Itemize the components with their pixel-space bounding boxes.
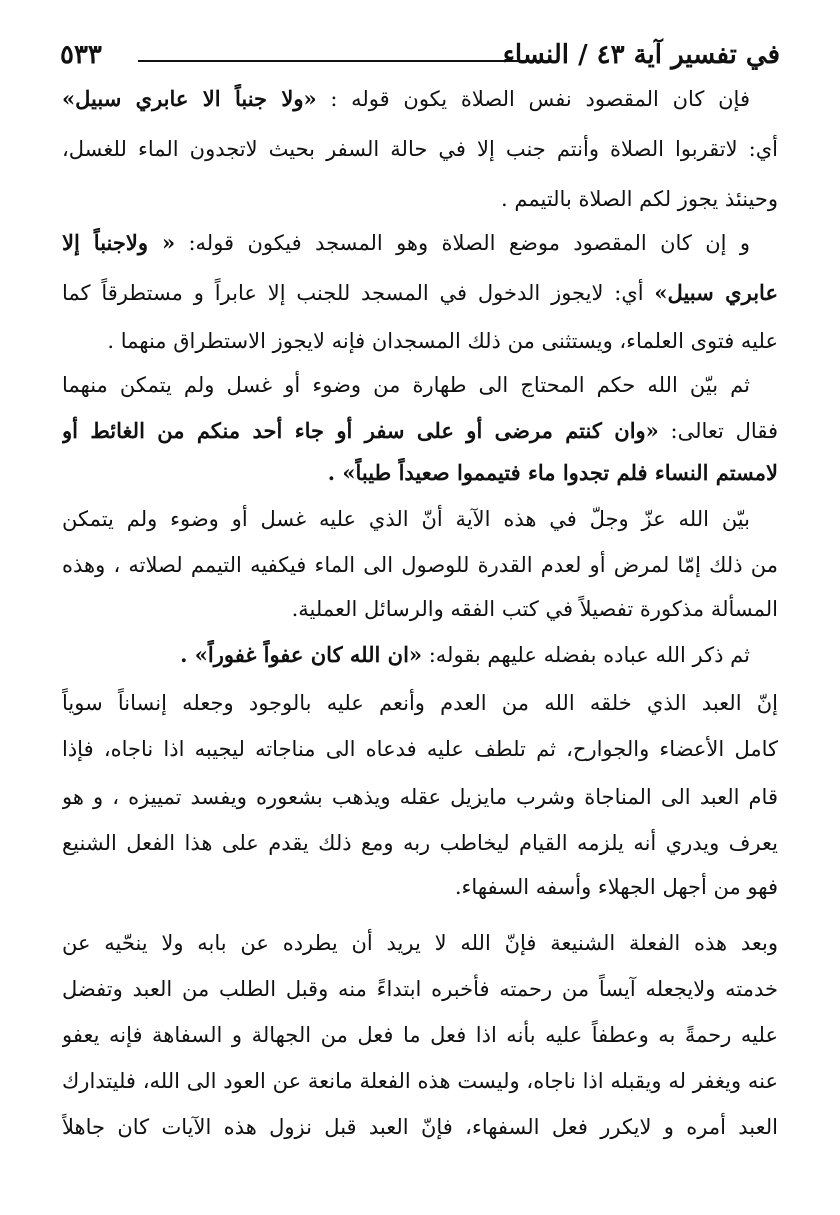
text-line: أي: لاتقربوا الصلاة وأنتم جنب إلا في حالة السفر بحيث لاتجدون الماء للغسل، (62, 137, 778, 161)
text-line: من ذلك إمّا لمرض أو لعدم القدرة للوصول الى الماء فيكفيه التيمم لصلاته ، وهذه (62, 553, 778, 577)
quran-quote: «ولا جنباً الا عابري سبيل» (62, 86, 317, 111)
text-line: عنه ويغفر له ويقبله اذا ناجاه، وليست هذه الفعلة مانعة عن العود الى الله، فليتدارك (62, 1069, 778, 1093)
text-line: عابري سبيل» أي: لايجوز الدخول في المسجد للجنب إلا عابراً و مستطرقاً كما (62, 280, 778, 305)
quran-quote: «وان كنتم مرضى أو على سفر أو جاء أحد منكم من الغائط أو (62, 418, 659, 443)
text-line: المسألة مذكورة تفصيلاً في كتب الفقه والرسائل العملية. (291, 597, 778, 621)
text-line: و إن كان المقصود موضع الصلاة وهو المسجد فيكون قوله: « ولاجنباً إلا (62, 230, 750, 255)
text-line: فإن كان المقصود نفس الصلاة يكون قوله : «ولا جنباً الا عابري سبيل» (62, 86, 750, 111)
text-line: فقال تعالى: «وان كنتم مرضى أو على سفر أو جاء أحد منكم من الغائط أو (62, 418, 778, 443)
text-line: إنّ العبد الذي خلقه الله من العدم وأنعم عليه بالوجود وجعله إنساناً سوياً (62, 691, 778, 715)
text-line: وحينئذ يجوز لكم الصلاة بالتيمم . (501, 187, 778, 211)
header-rule (138, 60, 548, 62)
text-line: فهو من أجهل الجهلاء وأسفه السفهاء. (454, 875, 778, 899)
text-line: كامل الأعضاء والجوارح، ثم تلطف عليه فدعاه الى مناجاته ليجيبه اذا ناجاه، فإذا (62, 737, 778, 761)
text-line (62, 458, 778, 490)
quran-quote: لامستم النساء فلم تجدوا ماء فتيمموا صعيداً طيباً» . (327, 460, 778, 485)
text-line: ثم ذكر الله عباده بفضله عليهم بقوله: «ان الله كان عفواً غفوراً» . (180, 642, 750, 667)
page-number: ٥٣٣ (60, 40, 102, 70)
text-line: ثم بيّن الله حكم المحتاج الى طهارة من وضوء أو غسل ولم يتمكن منهما (62, 373, 750, 397)
text-line: يعرف ويدري أنه يلزمه القيام ليخاطب ربه ومع ذلك يقدم على هذا الفعل الشنيع (62, 831, 778, 855)
quran-quote: «ان الله كان عفواً غفوراً» . (180, 642, 423, 667)
text-line: العبد أمره و لايكرر فعل السفهاء، فإنّ العبد قبل نزول هذه الآيات كان جاهلاً (62, 1115, 778, 1139)
quran-quote: « ولاجنباً إلا (62, 230, 176, 255)
page-header (60, 38, 780, 78)
text-line: وبعد هذه الفعلة الشنيعة فإنّ الله لا يريد أن يطرده عن بابه ولا ينحّيه عن (62, 931, 778, 955)
text-line: بيّن الله عزّ وجلّ في هذه الآية أنّ الذي عليه غسل أو وضوء ولم يتمكن (62, 507, 750, 531)
running-title: في تفسير آية ٤٣ / النساء (502, 40, 780, 70)
quran-quote: عابري سبيل» (654, 280, 778, 305)
text-line: عليه رحمةً به وعطفاً عليه بأنه اذا فعل ما فعل من الجهالة و السفاهة فإنه يعفو (62, 1023, 778, 1047)
text-line: عليه فتوى العلماء، ويستثنى من ذلك المسجدان فإنه لايجوز الاستطراق منهما . (107, 329, 778, 353)
text-line: خدمته ولايجعله آيساً من رحمته فأخبره ابتداءً منه وقبل الطلب من العبد وتفضل (62, 977, 778, 1001)
text-line: قام العبد الى المناجاة وشرب مايزيل عقله ويذهب بشعوره ويفسد تمييزه ، و هو (62, 785, 778, 809)
